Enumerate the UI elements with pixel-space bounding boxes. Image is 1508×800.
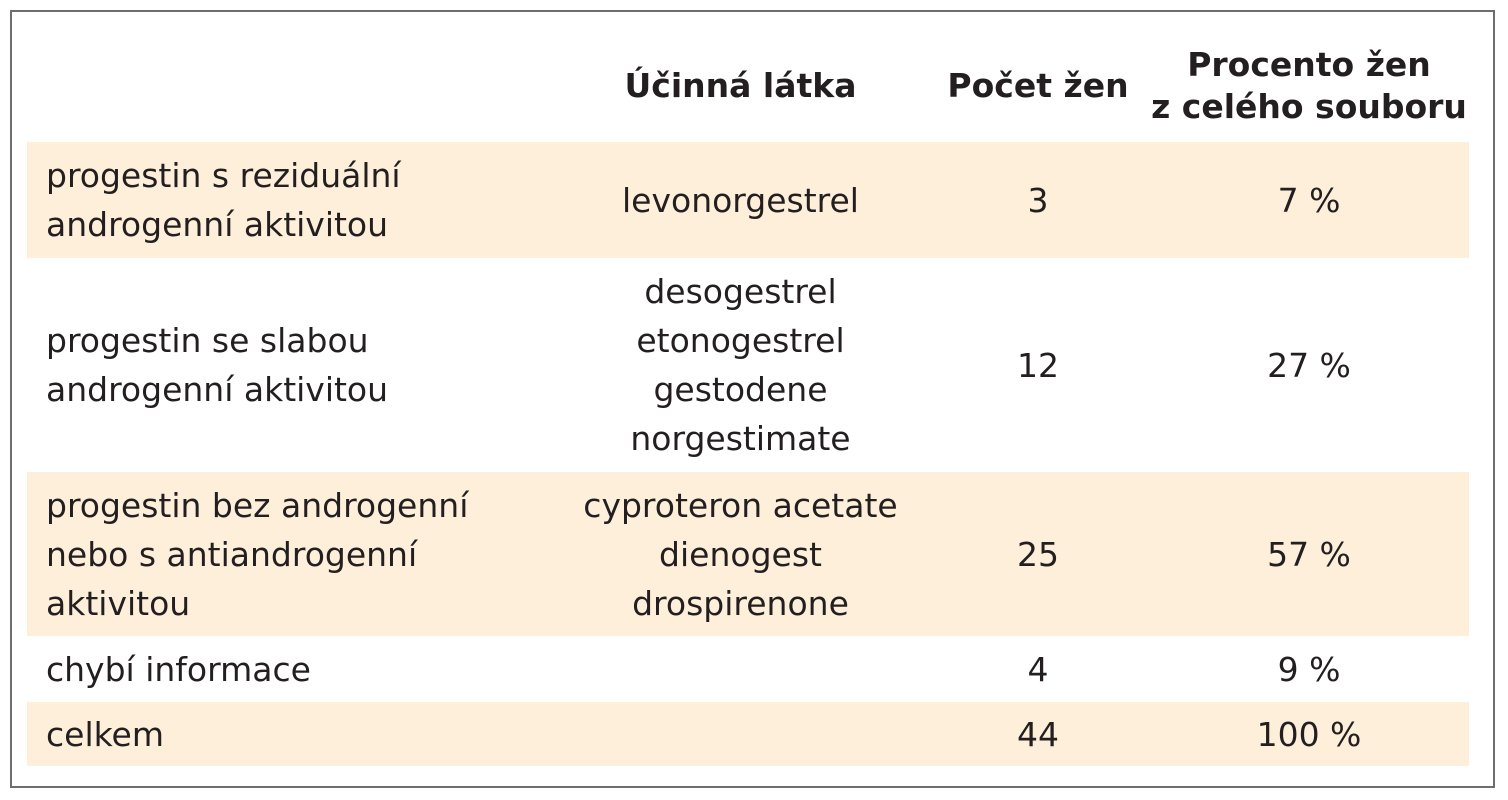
- table-row: [27, 472, 1469, 636]
- table-row: [27, 258, 1469, 472]
- contraceptive-progestin-table: [27, 30, 1469, 766]
- category-line: aktivitou: [46, 583, 191, 623]
- category-line: chybí informace: [46, 649, 311, 689]
- substance-cell: [554, 142, 927, 258]
- header-substance: Účinná látka: [624, 66, 857, 105]
- category-line: androgenní aktivitou: [46, 205, 389, 244]
- substance-line: etonogestrel: [636, 321, 845, 360]
- percent-cell: 7 %: [1149, 142, 1469, 258]
- header-count: Počet žen: [947, 66, 1129, 105]
- count-cell: 44: [927, 702, 1149, 766]
- count-cell: 3: [927, 142, 1149, 258]
- header-category: [27, 30, 554, 142]
- substance-line: dienogest: [659, 534, 822, 574]
- substance-line: gestodene: [653, 370, 828, 409]
- percent-cell: 9 %: [1277, 649, 1341, 689]
- substance-line: levonorgestrel: [622, 180, 859, 220]
- percent-cell: 27 %: [1267, 345, 1351, 385]
- header-row: [27, 30, 1469, 142]
- count-cell: 4: [1027, 649, 1049, 689]
- count-cell: 25: [927, 472, 1149, 636]
- category-line: progestin se slabou: [46, 321, 369, 360]
- percent-cell: 100 %: [1149, 702, 1469, 766]
- category-line: progestin bez androgenní: [46, 485, 469, 525]
- category-line: celkem: [46, 714, 164, 754]
- header-percent: [1149, 30, 1469, 142]
- substance-cell: [554, 258, 927, 472]
- header-percent-line1: Procento žen: [1187, 45, 1431, 84]
- table-row: [27, 142, 1469, 258]
- category-cell: [27, 258, 554, 472]
- substance-line: cyproteron acetate: [583, 485, 898, 525]
- substance-cell: [554, 636, 927, 702]
- category-cell: [27, 472, 554, 636]
- substance-line: desogestrel: [644, 272, 837, 311]
- category-cell: [27, 142, 554, 258]
- category-cell: [27, 636, 554, 702]
- substance-line: drospirenone: [632, 583, 849, 623]
- percent-cell: 57 %: [1149, 472, 1469, 636]
- category-line: nebo s antiandrogenní: [46, 534, 418, 574]
- category-line: androgenní aktivitou: [46, 370, 389, 409]
- count-cell: 12: [1017, 345, 1059, 385]
- category-cell: [27, 702, 554, 766]
- table-row: [27, 636, 1469, 702]
- header-percent-line2: z celého souboru: [1151, 87, 1467, 126]
- category-line: progestin s reziduální: [46, 156, 401, 195]
- substance-line: norgestimate: [630, 419, 851, 458]
- substance-cell: [554, 472, 927, 636]
- table-row-total: [27, 702, 1469, 766]
- substance-cell: [554, 702, 927, 766]
